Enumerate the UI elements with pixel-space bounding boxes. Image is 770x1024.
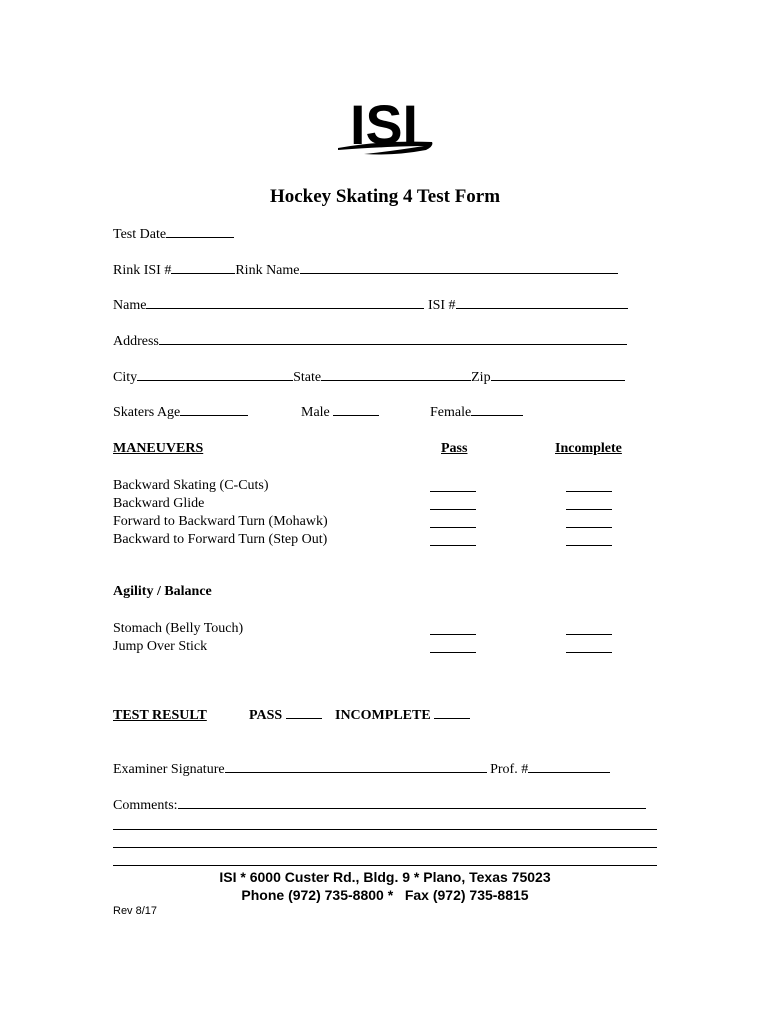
pass-blank[interactable] (430, 509, 476, 510)
isi-logo (334, 92, 438, 160)
name-row (113, 298, 628, 314)
page-title: Hockey Skating 4 Test Form (269, 186, 501, 207)
name-field[interactable] (146, 307, 424, 309)
list-item: Backward Glide (113, 496, 205, 511)
examiner-signature-label: Examiner Signature (113, 762, 225, 777)
maneuvers-heading: MANEUVERS (113, 441, 204, 456)
list-item: Stomach (Belly Touch) (113, 621, 244, 636)
prof-number-field[interactable] (528, 771, 610, 773)
state-field[interactable] (321, 379, 471, 381)
list-item: Backward Skating (C-Cuts) (113, 478, 269, 493)
incomplete-blank[interactable] (566, 491, 612, 492)
examiner-row (113, 762, 610, 778)
female-row (430, 405, 523, 421)
pass-blank[interactable] (430, 634, 476, 635)
incomplete-column-heading: Incomplete (555, 441, 622, 456)
result-pass-field[interactable] (286, 717, 322, 719)
test-date-field[interactable] (166, 236, 234, 238)
revision-note: Rev 8/17 (113, 905, 158, 917)
incomplete-blank[interactable] (566, 545, 612, 546)
prof-number-label: Prof. # (490, 762, 529, 777)
comments-line[interactable] (113, 829, 657, 830)
skaters-age-field[interactable] (180, 414, 248, 416)
footer-phone: Phone (972) 735-8800 * Fax (972) 735-8815 (241, 887, 529, 903)
footer-address: ISI * 6000 Custer Rd., Bldg. 9 * Plano, Texas 75023 (219, 869, 551, 885)
isi-number-field[interactable] (456, 307, 628, 309)
rink-row (113, 263, 618, 279)
incomplete-blank[interactable] (566, 652, 612, 653)
maneuver-list (113, 477, 328, 549)
test-date-row (113, 227, 234, 243)
address-field[interactable] (159, 343, 627, 345)
result-incomplete-label: INCOMPLETE (335, 708, 431, 723)
result-incomplete (335, 708, 470, 724)
pass-blank[interactable] (430, 652, 476, 653)
address-row (113, 334, 627, 350)
result-incomplete-field[interactable] (434, 717, 470, 719)
result-pass-label: PASS (249, 708, 283, 723)
name-label: Name (113, 298, 147, 313)
age-row (113, 405, 248, 421)
comments-line[interactable] (113, 847, 657, 848)
rink-isi-label: Rink ISI # (113, 263, 172, 278)
zip-label: Zip (471, 370, 491, 385)
list-item: Jump Over Stick (113, 639, 208, 654)
examiner-signature-field[interactable] (225, 771, 487, 773)
female-field[interactable] (471, 414, 523, 416)
comments-row (113, 798, 646, 814)
comments-label: Comments: (113, 798, 178, 813)
comments-line[interactable] (113, 865, 657, 866)
rink-isi-field[interactable] (171, 272, 235, 274)
list-item: Backward to Forward Turn (Step Out) (113, 532, 328, 547)
result-pass (249, 708, 322, 724)
isi-logo-graphic (334, 92, 438, 160)
city-field[interactable] (137, 379, 293, 381)
pass-column-heading: Pass (441, 441, 468, 456)
list-item: Forward to Backward Turn (Mohawk) (113, 514, 328, 529)
pass-blank[interactable] (430, 491, 476, 492)
test-result-heading: TEST RESULT (113, 708, 207, 723)
test-date-label: Test Date (113, 227, 167, 242)
city-row (113, 370, 625, 386)
male-label: Male (301, 405, 330, 420)
incomplete-blank[interactable] (566, 527, 612, 528)
pass-blank[interactable] (430, 545, 476, 546)
city-label: City (113, 370, 138, 385)
zip-field[interactable] (491, 379, 625, 381)
isi-number-label: ISI # (427, 298, 456, 313)
rink-name-field[interactable] (300, 272, 618, 274)
incomplete-blank[interactable] (566, 634, 612, 635)
incomplete-blank[interactable] (566, 509, 612, 510)
state-label: State (293, 370, 322, 385)
skaters-age-label: Skaters Age (113, 405, 181, 420)
address-label: Address (113, 334, 159, 349)
male-row (301, 405, 379, 421)
svg-text:ISI: ISI (350, 93, 418, 156)
agility-heading: Agility / Balance (113, 584, 212, 599)
male-field[interactable] (333, 414, 379, 416)
female-label: Female (430, 405, 472, 420)
rink-name-label: Rink Name (235, 263, 300, 278)
pass-blank[interactable] (430, 527, 476, 528)
agility-list (113, 620, 243, 656)
comments-field[interactable] (178, 807, 646, 809)
